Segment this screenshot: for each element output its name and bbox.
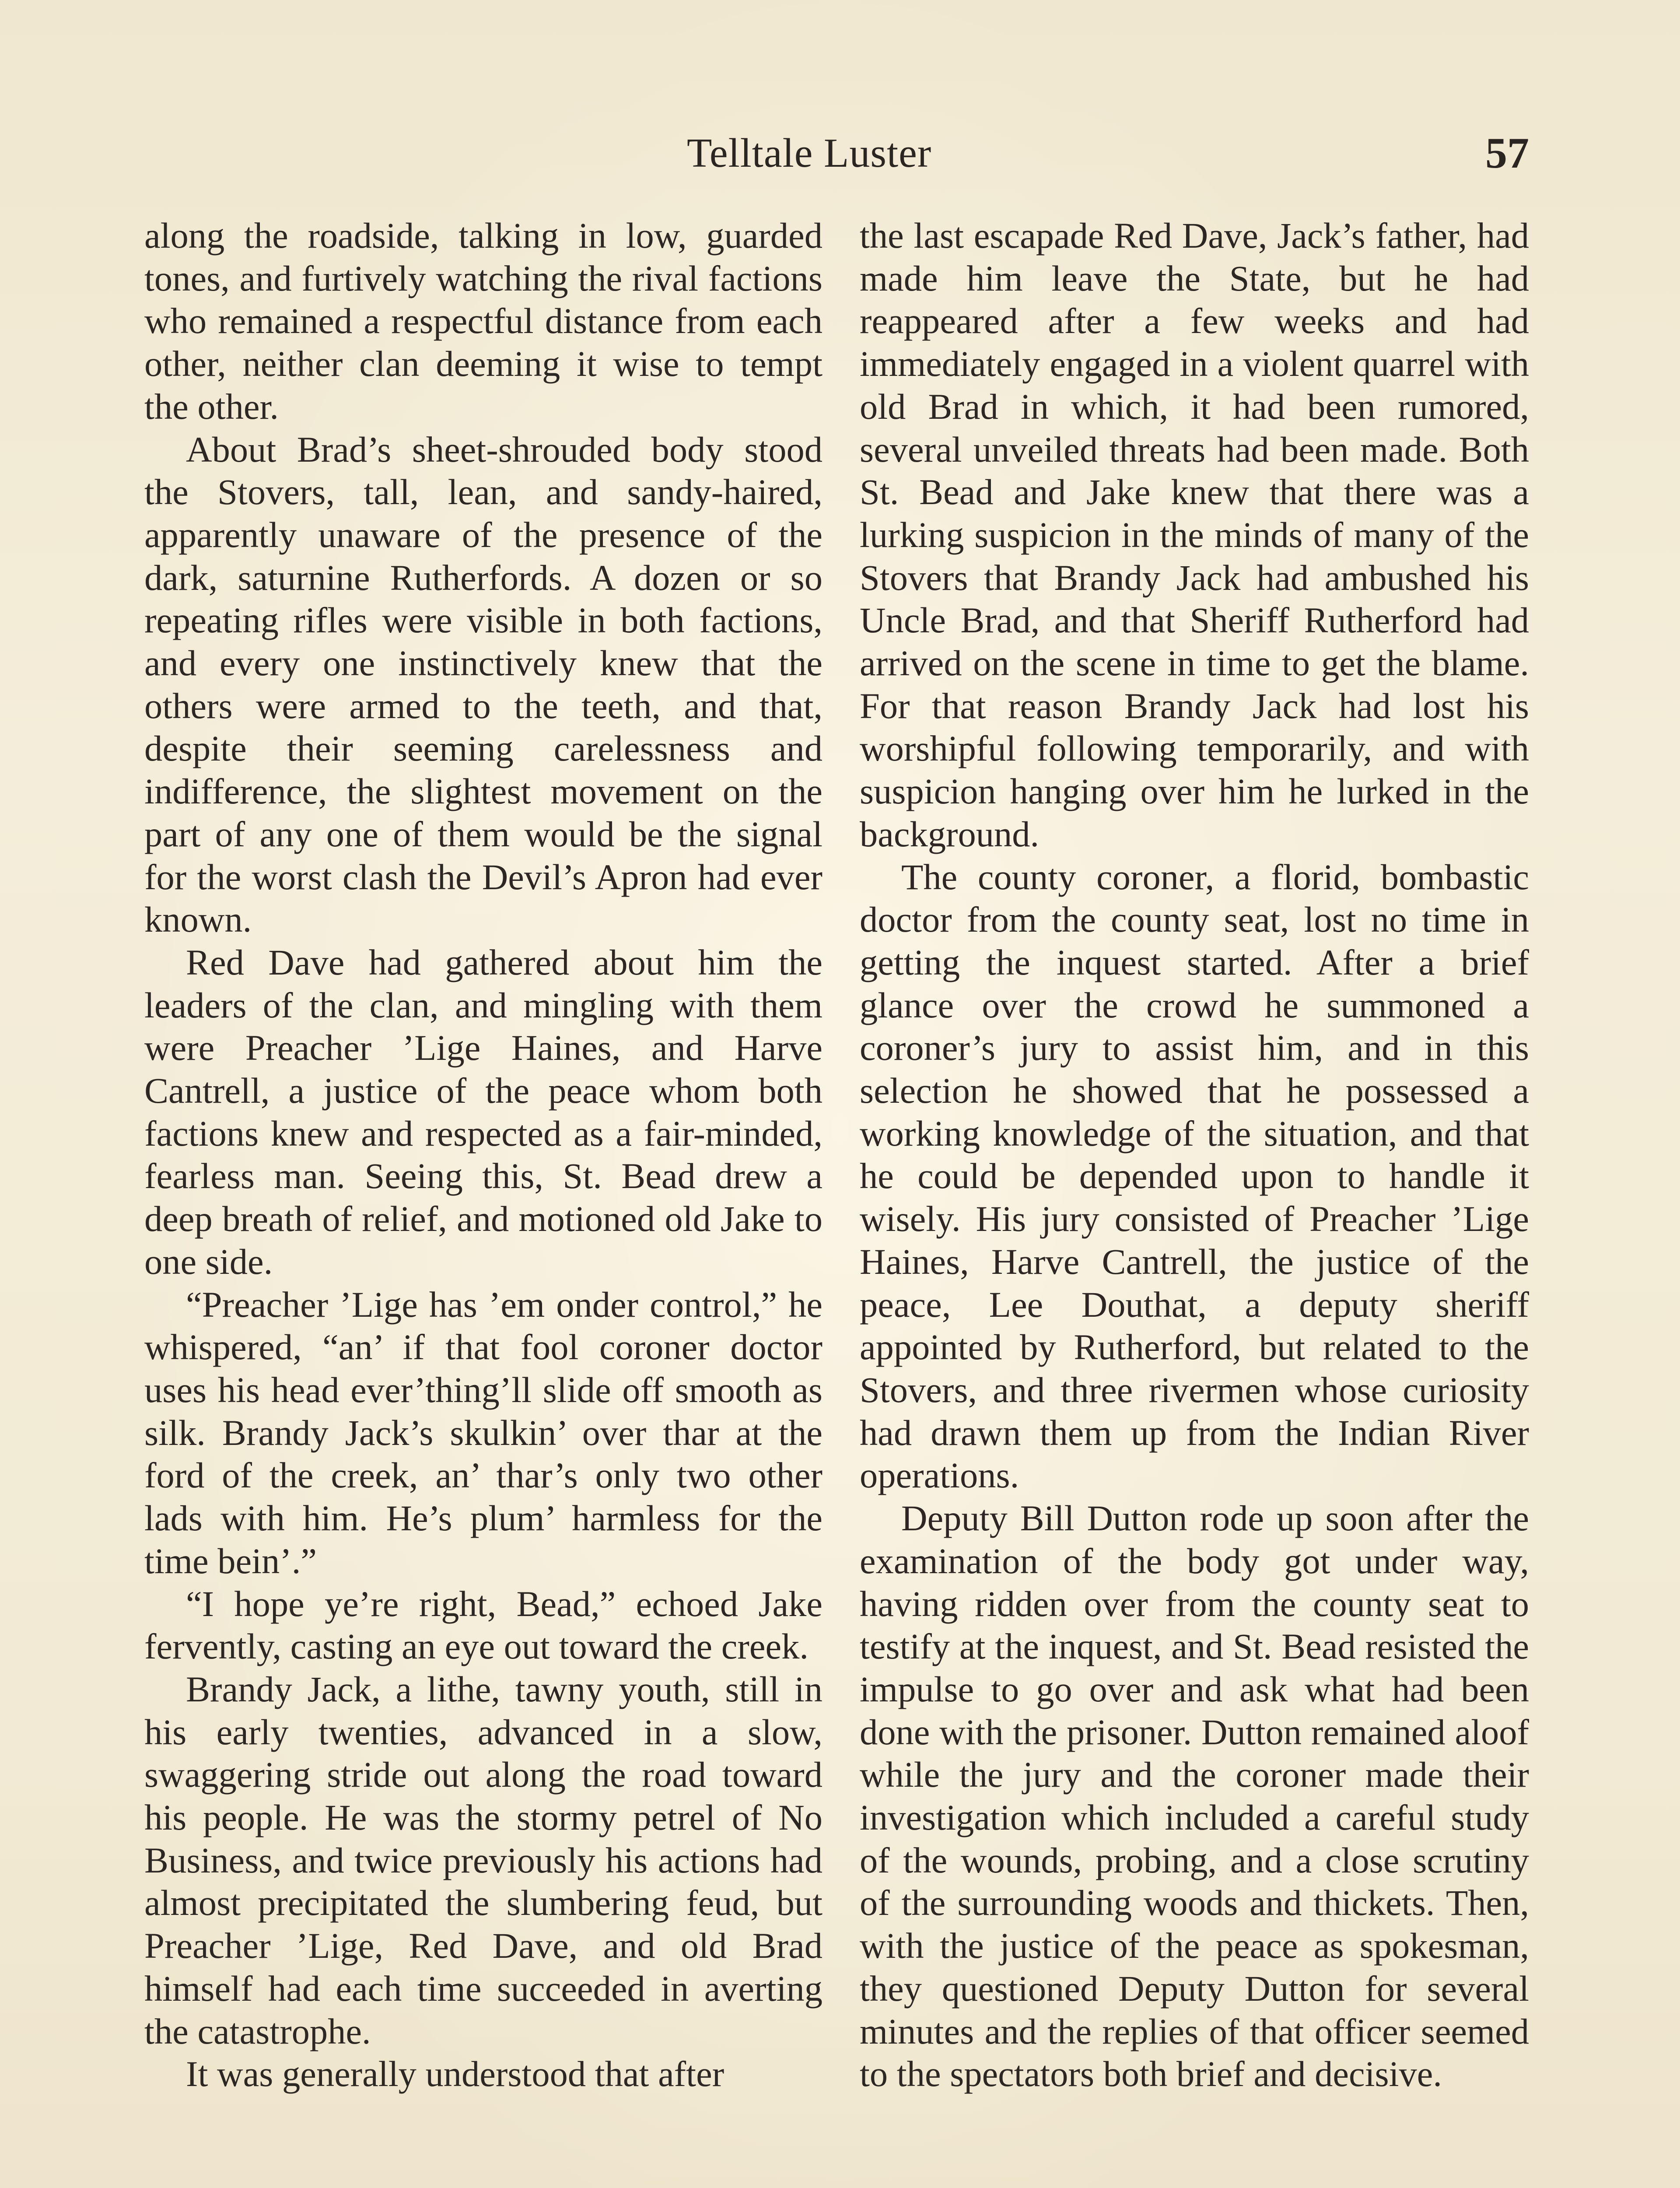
running-title: Telltale Luster [687,130,932,176]
right-column [860,214,1529,2096]
paragraph: It was generally understood that after [186,2054,724,2094]
page-number: 57 [1485,129,1529,177]
paragraph: Brandy Jack, a lithe, tawny youth, still in his early twenties, advanced in a slow, swaggering stride out along the road toward his people. He was the stormy petrel of No Business, and twice previously his actions had almost precipitated the slumbering feud, but Preacher ’Lige, Red Dave, and old Brad himself had each time succeeded in averting the catastrophe. [144,1669,822,2051]
page-header [0,127,1680,179]
paragraph: Red Dave had gathered about him the leaders of the clan, and mingling with them were Preacher ’Lige Haines, and Harve Cantrell, a justice of the peace whom both factions knew and respected as a fair-minded, fearless man. Seeing this, St. Bead drew a deep breath of relief, and motioned old Jake to one side. [144,942,822,1282]
left-column [144,214,822,2096]
paragraph: along the roadside, talking in low, guarded tones, and furtively watching the rival factions who remained a respectful distance from each other, neither clan deeming it wise to tempt the other. [144,215,822,427]
paragraph: The county coroner, a florid, bombastic doctor from the county seat, lost no time in getting the inquest started. After a brief glance over the crowd he summoned a coroner’s jury to assist him, and in this selection he showed that he possessed a working knowledge of the situation, and that he could be depended upon to handle it wisely. His jury consisted of Preacher ’Lige Haines, Harve Cantrell, the justice of the peace, Lee Douthat, a deputy sheriff appointed by Rutherford, but related to the Stovers, and three rivermen whose curiosity had drawn them up from the Indian River operations. [860,856,1529,1496]
paragraph: About Brad’s sheet-shrouded body stood the Stovers, tall, lean, and sandy-haired, apparently unaware of the presence of the dark, saturnine Rutherfords. A dozen or so repeating rifles were visible in both factions, and every one instinctively knew that the others were armed to the teeth, and that, despite their seeming carelessness and indifference, the slightest movement on the part of any one of them would be the signal for the worst clash the Devil’s Apron had ever known. [144,429,822,940]
paragraph: “I hope ye’re right, Bead,” echoed Jake fervently, casting an eye out toward the creek. [144,1583,822,1667]
paragraph: Deputy Bill Dutton rode up soon after the examination of the body got under way, having ridden over from the county seat to testify at the inquest, and St. Bead resisted the impulse to go over and ask what had been done with the prisoner. Dutton remained aloof while the jury and the coroner made their investigation which included a careful study of the wounds, probing, and a close scrutiny of the surrounding woods and thickets. Then, with the justice of the peace as spokesman, they questioned Deputy Dutton for several minutes and the replies of that officer seemed to the spectators both brief and decisive. [860,1498,1529,2094]
paragraph: the last escapade Red Dave, Jack’s father, had made him leave the State, but he had reappeared after a few weeks and had immediately engaged in a violent quarrel with old Brad in which, it had been rumored, several unveiled threats had been made. Both St. Bead and Jake knew that there was a lurking suspicion in the minds of many of the Stovers that Brandy Jack had ambushed his Uncle Brad, and that Sheriff Rutherford had arrived on the scene in time to get the blame. For that reason Brandy Jack had lost his worshipful following temporarily, and with suspicion hanging over him he lurked in the background. [860,215,1529,854]
paragraph: “Preacher ’Lige has ’em onder control,” he whispered, “an’ if that fool coroner doctor uses his head ever’thing’ll slide off smooth as silk. Brandy Jack’s skulkin’ over thar at the ford of the creek, an’ thar’s only two other lads with him. He’s plum’ harmless for the time bein’.” [144,1284,822,1581]
